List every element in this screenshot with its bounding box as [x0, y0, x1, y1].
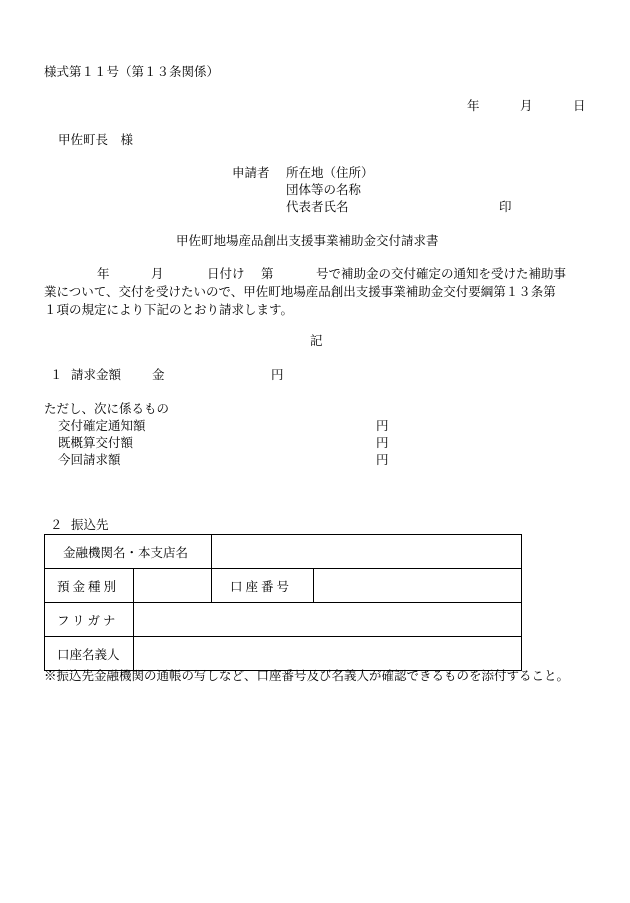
- table-row: [45, 637, 522, 671]
- body-line-1: [44, 265, 599, 283]
- item-1-yen: 円: [271, 367, 284, 382]
- item-1-label: 請求金額: [71, 367, 122, 382]
- applicant-label: 申請者: [232, 165, 270, 180]
- body-year: 年: [97, 266, 110, 281]
- body-line-1-rest: 号で補助金の交付確定の通知を受けた補助事: [316, 266, 567, 281]
- body-line-3: １項の規定により下記のとおり請求します。: [44, 302, 294, 317]
- body-line-2: 業について、交付を受けたいので、甲佐町地場産品創出支援事業補助金交付要綱第１３条第: [44, 284, 556, 299]
- item-1-kin: 金: [152, 367, 165, 382]
- date-month: 月: [520, 98, 533, 113]
- breakdown-item-yen: 円: [376, 452, 389, 467]
- attachment-note: ※振込先金融機関の通帳の写しなど、口座番号及び名義人が確認できるものを添付すること。: [44, 668, 570, 683]
- date-day: 日: [573, 98, 586, 113]
- deposit-type-field[interactable]: [134, 569, 212, 603]
- breakdown-item-label: 今回請求額: [58, 452, 121, 467]
- breakdown-item-yen: 円: [376, 418, 389, 433]
- bank-info-table: [44, 534, 522, 671]
- account-holder-label: 口座名義人: [45, 637, 134, 671]
- account-holder-field[interactable]: [134, 637, 522, 671]
- account-number-field[interactable]: [314, 569, 522, 603]
- body-dated: 日付け: [207, 266, 245, 281]
- ki-heading: 記: [310, 333, 323, 348]
- form-number: 様式第１１号（第１３条関係）: [44, 64, 220, 79]
- date-year: 年: [467, 98, 480, 113]
- applicant-rep-name: 代表者氏名: [286, 199, 349, 214]
- furigana-label: フリガナ: [45, 603, 134, 637]
- body-month: 月: [151, 266, 164, 281]
- deposit-type-label: 預金種別: [45, 569, 134, 603]
- applicant-org-name: 団体等の名称: [286, 182, 362, 197]
- account-number-label: 口座番号: [212, 569, 314, 603]
- breakdown-heading: ただし、次に係るもの: [44, 401, 170, 416]
- seal-mark: 印: [499, 199, 512, 214]
- bank-name-label: 金融機関名・本支店名: [45, 535, 212, 569]
- item-2-number: ２: [50, 517, 63, 532]
- table-row: [45, 535, 522, 569]
- applicant-address: 所在地（住所）: [286, 165, 374, 180]
- breakdown-item-yen: 円: [376, 435, 389, 450]
- body-paragraph: [44, 265, 599, 319]
- addressee: 甲佐町長 様: [58, 132, 134, 147]
- bank-name-field[interactable]: [212, 535, 522, 569]
- item-2-label: 振込先: [71, 517, 109, 532]
- body-number-prefix: 第: [261, 266, 274, 281]
- table-row: [45, 603, 522, 637]
- table-row: [45, 569, 522, 603]
- item-1-number: １: [50, 367, 63, 382]
- breakdown-item-label: 交付確定通知額: [58, 418, 146, 433]
- furigana-field[interactable]: [134, 603, 522, 637]
- document-title: 甲佐町地場産品創出支援事業補助金交付請求書: [176, 233, 439, 248]
- breakdown-item-label: 既概算交付額: [58, 435, 134, 450]
